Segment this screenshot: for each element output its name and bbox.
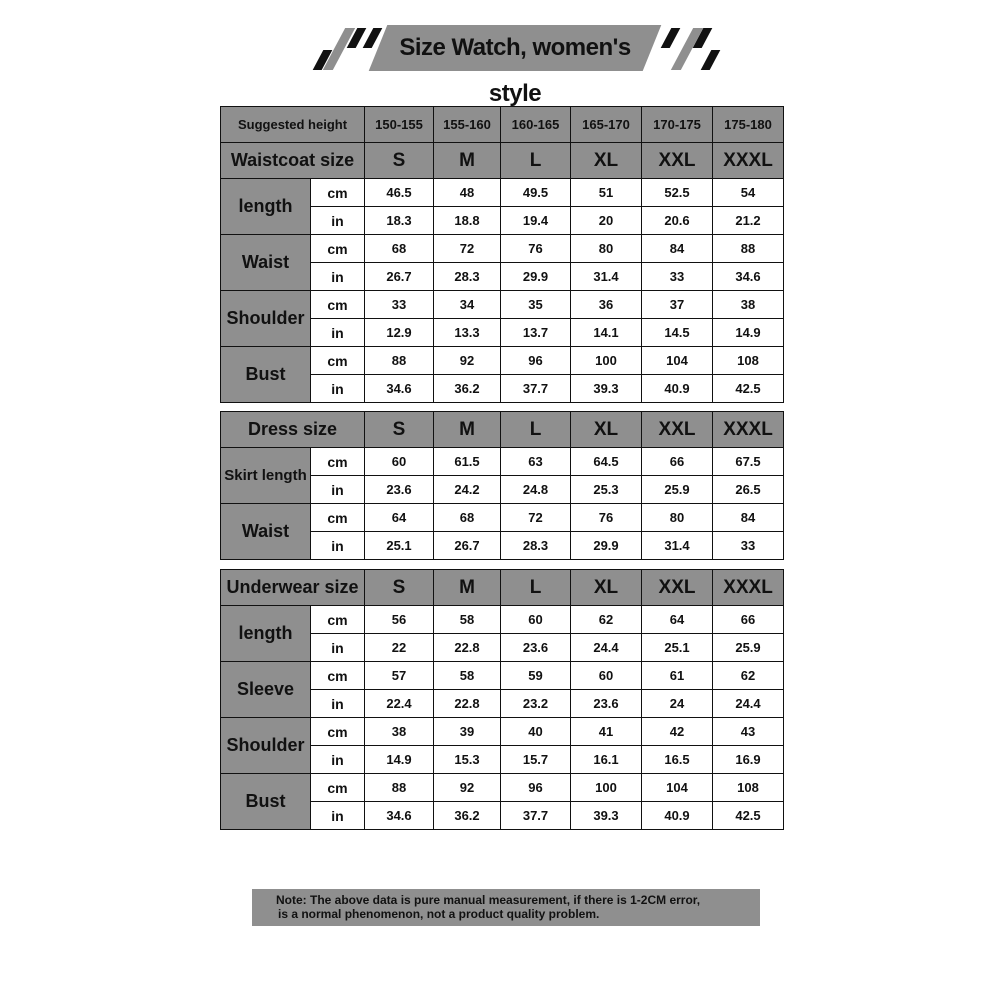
value-cell: 57 bbox=[365, 662, 434, 690]
value-cell: 96 bbox=[501, 774, 571, 802]
measure-label: Bust bbox=[221, 774, 311, 830]
value-cell: 42.5 bbox=[713, 375, 784, 403]
value-cell: 64.5 bbox=[571, 448, 642, 476]
measure-label: Shoulder bbox=[221, 718, 311, 774]
value-cell: 24 bbox=[642, 690, 713, 718]
size-header-cell: S bbox=[365, 143, 434, 179]
value-cell: 29.9 bbox=[571, 532, 642, 560]
value-cell: 54 bbox=[713, 179, 784, 207]
measure-label: Shoulder bbox=[221, 291, 311, 347]
value-cell: 38 bbox=[365, 718, 434, 746]
table-row bbox=[221, 504, 784, 532]
waistcoat-size-table bbox=[220, 106, 784, 403]
value-cell: 60 bbox=[365, 448, 434, 476]
value-cell: 88 bbox=[713, 235, 784, 263]
size-header-cell: XL bbox=[571, 143, 642, 179]
unit-cell: cm bbox=[311, 179, 365, 207]
value-cell: 80 bbox=[571, 235, 642, 263]
unit-cell: cm bbox=[311, 291, 365, 319]
value-cell: 80 bbox=[642, 504, 713, 532]
value-cell: 24.4 bbox=[571, 634, 642, 662]
note-line-2: is a normal phenomenon, not a product quality problem. bbox=[278, 907, 600, 921]
unit-cell: in bbox=[311, 476, 365, 504]
size-header-cell: M bbox=[434, 570, 501, 606]
table-row bbox=[221, 235, 784, 263]
value-cell: 34.6 bbox=[713, 263, 784, 291]
value-cell: 25.9 bbox=[642, 476, 713, 504]
value-cell: 19.4 bbox=[501, 207, 571, 235]
value-cell: 92 bbox=[434, 774, 501, 802]
size-header-cell: M bbox=[434, 143, 501, 179]
size-header-cell: XL bbox=[571, 412, 642, 448]
size-header-cell: M bbox=[434, 412, 501, 448]
size-header-cell: XXXL bbox=[713, 412, 784, 448]
value-cell: 62 bbox=[713, 662, 784, 690]
value-cell: 76 bbox=[571, 504, 642, 532]
value-cell: 40.9 bbox=[642, 802, 713, 830]
value-cell: 61 bbox=[642, 662, 713, 690]
size-header-row bbox=[221, 412, 784, 448]
unit-cell: in bbox=[311, 634, 365, 662]
value-cell: 18.8 bbox=[434, 207, 501, 235]
value-cell: 31.4 bbox=[642, 532, 713, 560]
value-cell: 84 bbox=[713, 504, 784, 532]
table-row bbox=[221, 718, 784, 746]
table-row bbox=[221, 662, 784, 690]
table-row bbox=[221, 291, 784, 319]
value-cell: 108 bbox=[713, 347, 784, 375]
value-cell: 88 bbox=[365, 774, 434, 802]
size-header-cell: L bbox=[501, 570, 571, 606]
value-cell: 104 bbox=[642, 347, 713, 375]
value-cell: 49.5 bbox=[501, 179, 571, 207]
value-cell: 22.8 bbox=[434, 634, 501, 662]
value-cell: 31.4 bbox=[571, 263, 642, 291]
unit-cell: in bbox=[311, 319, 365, 347]
value-cell: 66 bbox=[713, 606, 784, 634]
value-cell: 100 bbox=[571, 774, 642, 802]
unit-cell: cm bbox=[311, 774, 365, 802]
value-cell: 33 bbox=[365, 291, 434, 319]
value-cell: 51 bbox=[571, 179, 642, 207]
measure-label: Skirt length bbox=[221, 448, 311, 504]
value-cell: 60 bbox=[501, 606, 571, 634]
size-header-row bbox=[221, 143, 784, 179]
size-label: Waistcoat size bbox=[221, 143, 365, 179]
value-cell: 23.2 bbox=[501, 690, 571, 718]
table-row bbox=[221, 448, 784, 476]
height-cell: 150-155 bbox=[365, 107, 434, 143]
value-cell: 34.6 bbox=[365, 375, 434, 403]
table-row bbox=[221, 179, 784, 207]
measure-label: Bust bbox=[221, 347, 311, 403]
value-cell: 14.1 bbox=[571, 319, 642, 347]
value-cell: 39.3 bbox=[571, 802, 642, 830]
value-cell: 64 bbox=[365, 504, 434, 532]
height-label: Suggested height bbox=[221, 107, 365, 143]
value-cell: 68 bbox=[365, 235, 434, 263]
unit-cell: cm bbox=[311, 448, 365, 476]
value-cell: 28.3 bbox=[434, 263, 501, 291]
value-cell: 24.8 bbox=[501, 476, 571, 504]
size-header-cell: S bbox=[365, 412, 434, 448]
value-cell: 88 bbox=[365, 347, 434, 375]
height-cell: 165-170 bbox=[571, 107, 642, 143]
size-header-cell: XXL bbox=[642, 412, 713, 448]
value-cell: 60 bbox=[571, 662, 642, 690]
value-cell: 22.4 bbox=[365, 690, 434, 718]
value-cell: 42 bbox=[642, 718, 713, 746]
value-cell: 92 bbox=[434, 347, 501, 375]
value-cell: 26.7 bbox=[434, 532, 501, 560]
value-cell: 23.6 bbox=[571, 690, 642, 718]
unit-cell: in bbox=[311, 746, 365, 774]
page-title: Size Watch, women's style bbox=[399, 34, 631, 107]
right-stripe-black-1 bbox=[661, 28, 681, 48]
measure-label: length bbox=[221, 179, 311, 235]
value-cell: 29.9 bbox=[501, 263, 571, 291]
unit-cell: in bbox=[311, 207, 365, 235]
size-header-cell: XXL bbox=[642, 570, 713, 606]
underwear-size-table bbox=[220, 569, 784, 830]
value-cell: 52.5 bbox=[642, 179, 713, 207]
value-cell: 34 bbox=[434, 291, 501, 319]
value-cell: 104 bbox=[642, 774, 713, 802]
size-header-cell: XXXL bbox=[713, 570, 784, 606]
unit-cell: in bbox=[311, 532, 365, 560]
value-cell: 25.1 bbox=[365, 532, 434, 560]
value-cell: 37 bbox=[642, 291, 713, 319]
value-cell: 36.2 bbox=[434, 802, 501, 830]
value-cell: 16.5 bbox=[642, 746, 713, 774]
unit-cell: in bbox=[311, 690, 365, 718]
right-stripe-black-3 bbox=[701, 50, 721, 70]
value-cell: 18.3 bbox=[365, 207, 434, 235]
value-cell: 37.7 bbox=[501, 375, 571, 403]
value-cell: 58 bbox=[434, 662, 501, 690]
value-cell: 37.7 bbox=[501, 802, 571, 830]
value-cell: 63 bbox=[501, 448, 571, 476]
measure-label: Waist bbox=[221, 504, 311, 560]
value-cell: 21.2 bbox=[713, 207, 784, 235]
value-cell: 20.6 bbox=[642, 207, 713, 235]
unit-cell: in bbox=[311, 263, 365, 291]
value-cell: 56 bbox=[365, 606, 434, 634]
value-cell: 42.5 bbox=[713, 802, 784, 830]
value-cell: 33 bbox=[713, 532, 784, 560]
unit-cell: cm bbox=[311, 718, 365, 746]
value-cell: 16.9 bbox=[713, 746, 784, 774]
value-cell: 59 bbox=[501, 662, 571, 690]
height-cell: 170-175 bbox=[642, 107, 713, 143]
table-row bbox=[221, 774, 784, 802]
measure-label: Waist bbox=[221, 235, 311, 291]
unit-cell: cm bbox=[311, 347, 365, 375]
value-cell: 36.2 bbox=[434, 375, 501, 403]
unit-cell: cm bbox=[311, 504, 365, 532]
title-banner bbox=[310, 22, 720, 107]
value-cell: 22 bbox=[365, 634, 434, 662]
value-cell: 46.5 bbox=[365, 179, 434, 207]
size-header-cell: L bbox=[501, 143, 571, 179]
value-cell: 96 bbox=[501, 347, 571, 375]
value-cell: 14.9 bbox=[713, 319, 784, 347]
dress-size-table bbox=[220, 411, 784, 560]
value-cell: 20 bbox=[571, 207, 642, 235]
size-header-cell: XXXL bbox=[713, 143, 784, 179]
value-cell: 35 bbox=[501, 291, 571, 319]
size-header-row bbox=[221, 570, 784, 606]
height-cell: 175-180 bbox=[713, 107, 784, 143]
value-cell: 36 bbox=[571, 291, 642, 319]
value-cell: 28.3 bbox=[501, 532, 571, 560]
size-header-cell: XXL bbox=[642, 143, 713, 179]
value-cell: 39 bbox=[434, 718, 501, 746]
value-cell: 25.9 bbox=[713, 634, 784, 662]
value-cell: 76 bbox=[501, 235, 571, 263]
value-cell: 84 bbox=[642, 235, 713, 263]
value-cell: 26.5 bbox=[713, 476, 784, 504]
value-cell: 40 bbox=[501, 718, 571, 746]
value-cell: 66 bbox=[642, 448, 713, 476]
value-cell: 64 bbox=[642, 606, 713, 634]
value-cell: 62 bbox=[571, 606, 642, 634]
size-header-cell: S bbox=[365, 570, 434, 606]
measure-label: length bbox=[221, 606, 311, 662]
value-cell: 24.2 bbox=[434, 476, 501, 504]
value-cell: 68 bbox=[434, 504, 501, 532]
value-cell: 108 bbox=[713, 774, 784, 802]
left-stripe-gray bbox=[323, 28, 355, 70]
unit-cell: in bbox=[311, 375, 365, 403]
value-cell: 22.8 bbox=[434, 690, 501, 718]
value-cell: 39.3 bbox=[571, 375, 642, 403]
unit-cell: cm bbox=[311, 235, 365, 263]
height-cell: 155-160 bbox=[434, 107, 501, 143]
table-row bbox=[221, 347, 784, 375]
value-cell: 15.7 bbox=[501, 746, 571, 774]
value-cell: 14.9 bbox=[365, 746, 434, 774]
unit-cell: cm bbox=[311, 606, 365, 634]
value-cell: 23.6 bbox=[365, 476, 434, 504]
value-cell: 38 bbox=[713, 291, 784, 319]
value-cell: 16.1 bbox=[571, 746, 642, 774]
value-cell: 41 bbox=[571, 718, 642, 746]
value-cell: 13.3 bbox=[434, 319, 501, 347]
table-row bbox=[221, 606, 784, 634]
measurement-note bbox=[252, 889, 760, 926]
value-cell: 40.9 bbox=[642, 375, 713, 403]
size-label: Underwear size bbox=[221, 570, 365, 606]
value-cell: 25.1 bbox=[642, 634, 713, 662]
value-cell: 25.3 bbox=[571, 476, 642, 504]
size-header-cell: XL bbox=[571, 570, 642, 606]
note-line-1: Note: The above data is pure manual measurement, if there is 1-2CM error, bbox=[276, 893, 701, 907]
value-cell: 43 bbox=[713, 718, 784, 746]
value-cell: 23.6 bbox=[501, 634, 571, 662]
value-cell: 61.5 bbox=[434, 448, 501, 476]
value-cell: 72 bbox=[501, 504, 571, 532]
size-header-cell: L bbox=[501, 412, 571, 448]
height-cell: 160-165 bbox=[501, 107, 571, 143]
height-header-row bbox=[221, 107, 784, 143]
value-cell: 48 bbox=[434, 179, 501, 207]
value-cell: 100 bbox=[571, 347, 642, 375]
value-cell: 24.4 bbox=[713, 690, 784, 718]
value-cell: 33 bbox=[642, 263, 713, 291]
value-cell: 34.6 bbox=[365, 802, 434, 830]
value-cell: 72 bbox=[434, 235, 501, 263]
value-cell: 13.7 bbox=[501, 319, 571, 347]
value-cell: 15.3 bbox=[434, 746, 501, 774]
value-cell: 26.7 bbox=[365, 263, 434, 291]
value-cell: 12.9 bbox=[365, 319, 434, 347]
value-cell: 58 bbox=[434, 606, 501, 634]
unit-cell: cm bbox=[311, 662, 365, 690]
unit-cell: in bbox=[311, 802, 365, 830]
value-cell: 67.5 bbox=[713, 448, 784, 476]
value-cell: 14.5 bbox=[642, 319, 713, 347]
measure-label: Sleeve bbox=[221, 662, 311, 718]
size-label: Dress size bbox=[221, 412, 365, 448]
